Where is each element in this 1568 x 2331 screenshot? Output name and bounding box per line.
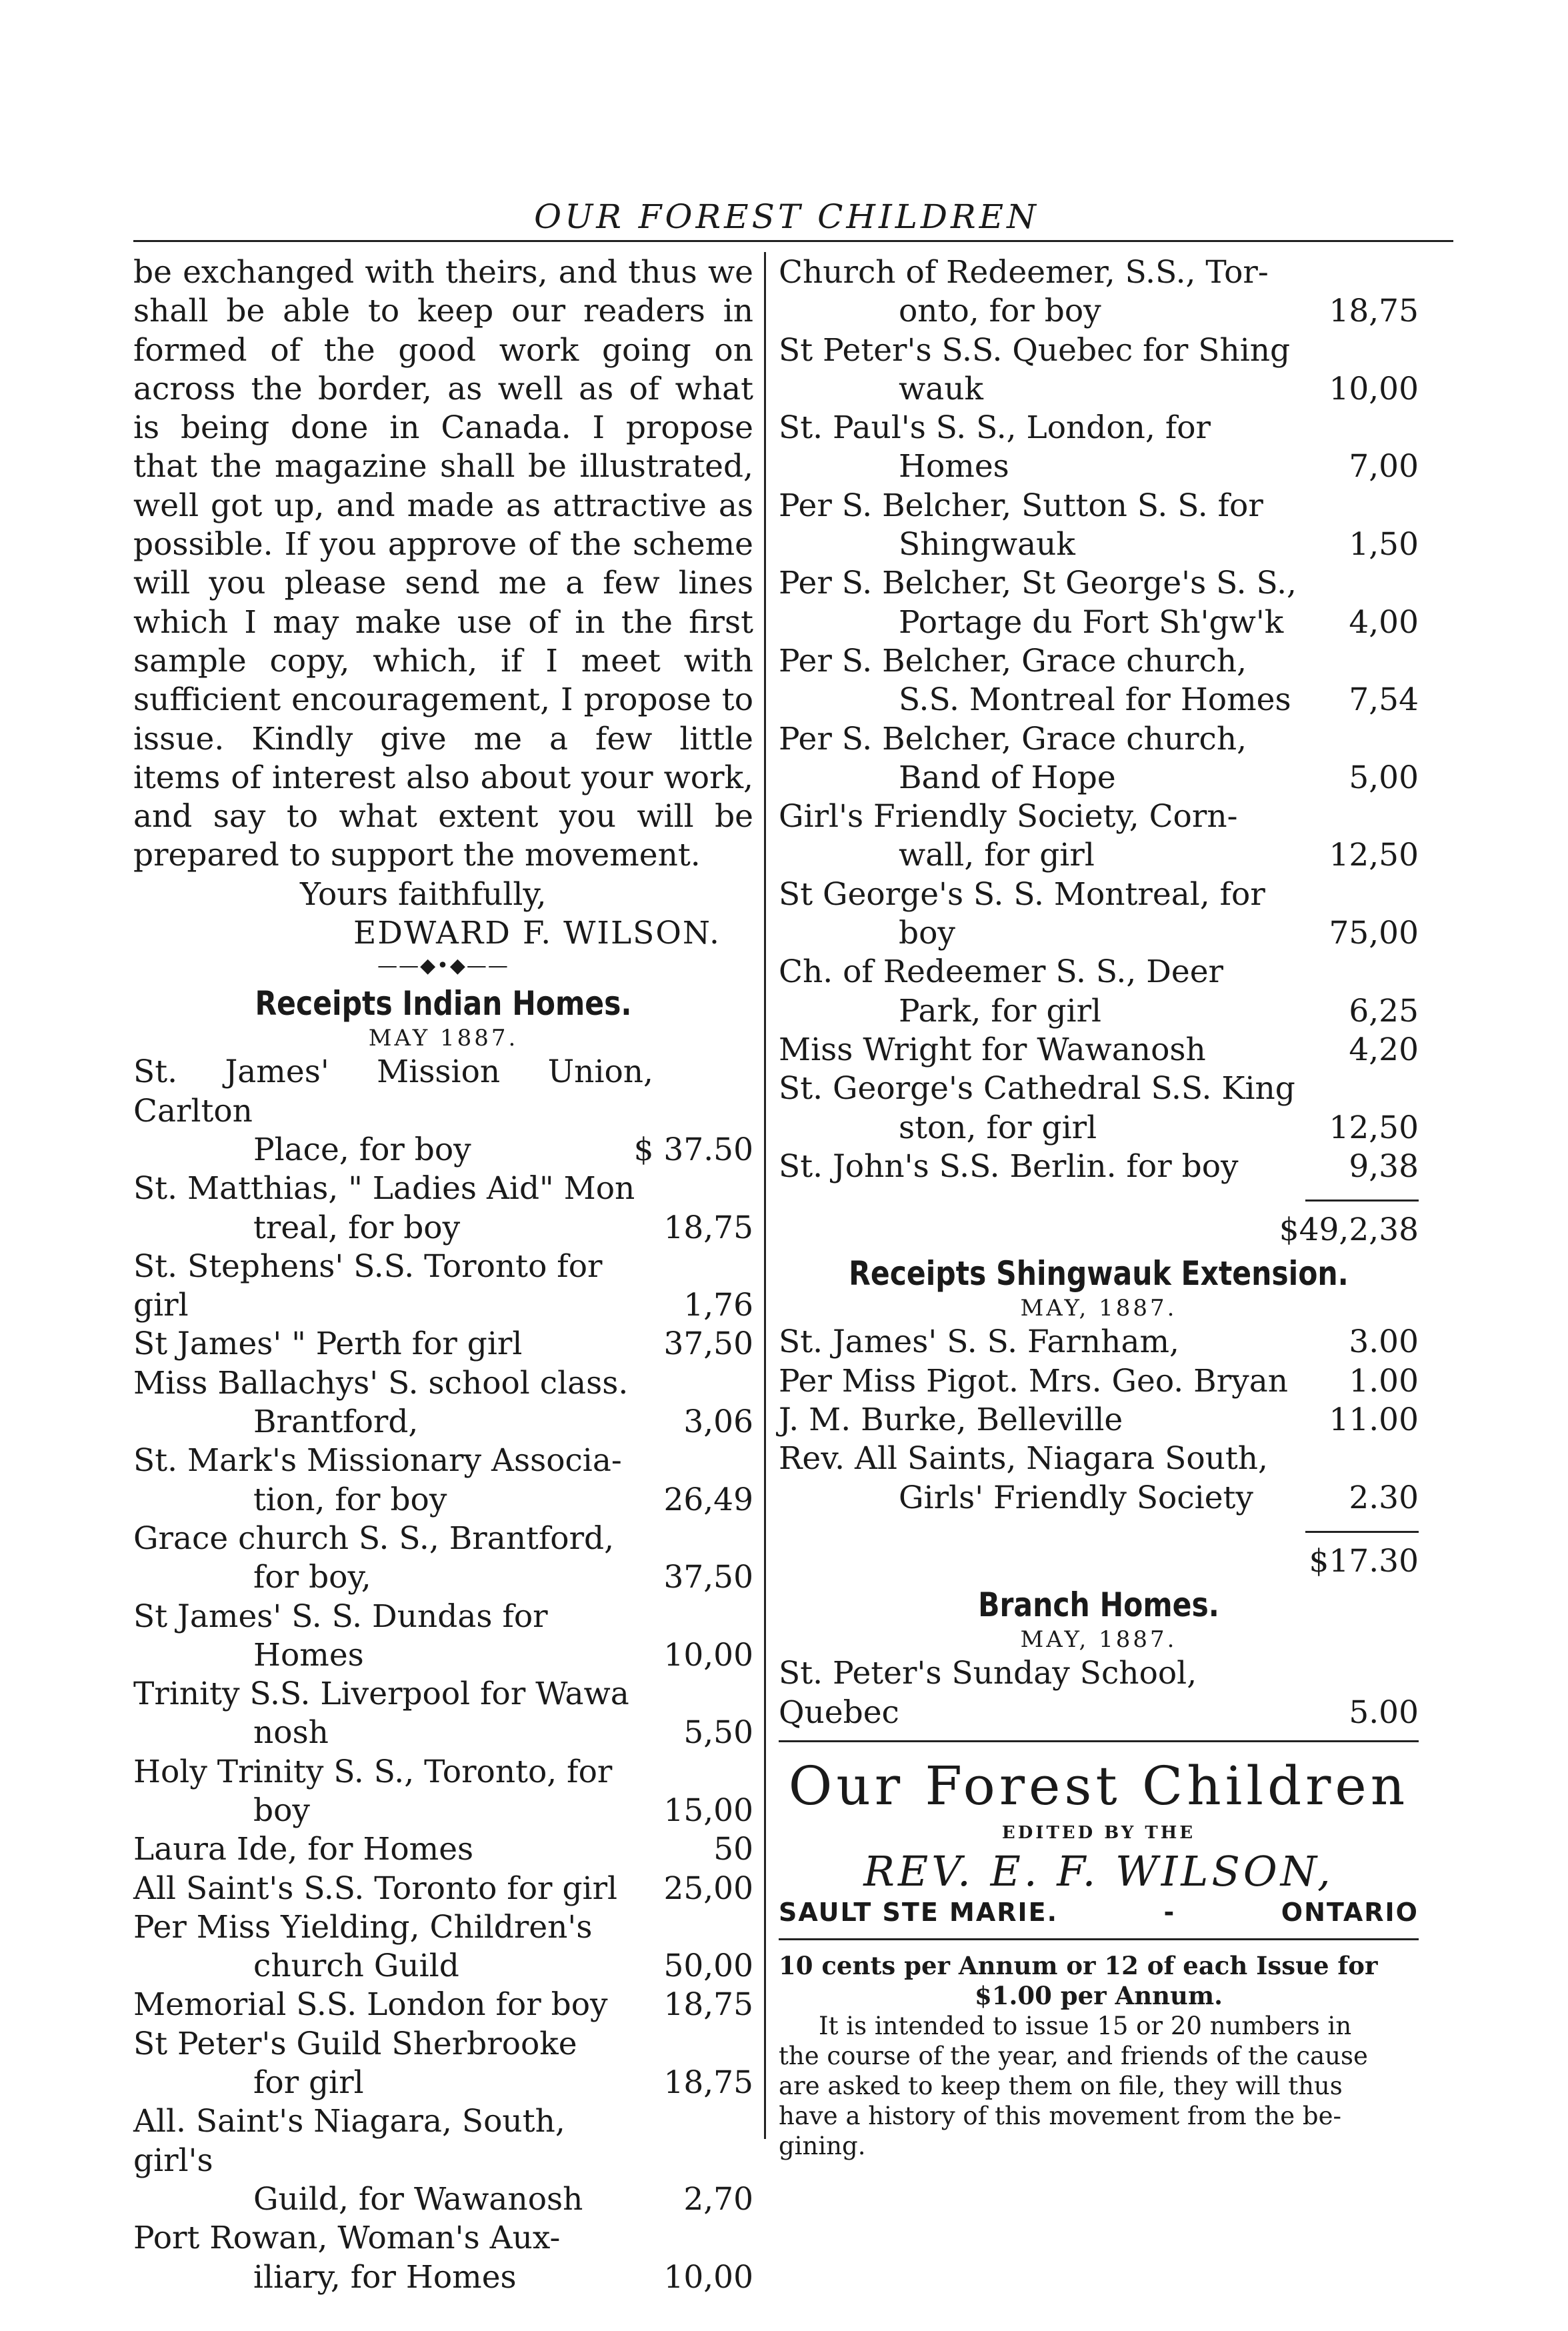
entry-text: Portage du Fort Sh'gw'k xyxy=(899,603,1284,641)
entry-text: Girl's Friendly Society, Corn- xyxy=(779,798,1238,835)
shingwauk-list xyxy=(779,1323,1419,1517)
receipt-entry xyxy=(779,797,1419,875)
entry-text: St. Stephens' S.S. Toronto for girl xyxy=(133,1248,603,1324)
entry-text: All. Saint's Niagara, South, girl's xyxy=(133,2103,565,2179)
entry-text: Homes xyxy=(253,1636,364,1674)
entry-text: Guild, for Wawanosh xyxy=(253,2180,583,2218)
receipt-entry xyxy=(779,953,1419,1031)
receipt-entry xyxy=(133,1170,753,1248)
letter-closing: Yours faithfully, xyxy=(300,875,547,913)
entry-text: wall, for girl xyxy=(899,837,1095,874)
entry-text: Per S. Belcher, Grace church, xyxy=(779,720,1247,757)
entry-text: St Peter's Guild Sherbrooke xyxy=(133,2025,577,2062)
entry-amount: 5,50 xyxy=(683,1714,753,1752)
entry-amount: 3.00 xyxy=(1349,1324,1419,1361)
entry-text: St. John's S.S. Berlin. for boy xyxy=(779,1147,1239,1185)
letter-line: well got up, and made as attractive as xyxy=(133,487,753,524)
note-line: have a history of this movement from the be- xyxy=(779,2101,1341,2130)
publication-note xyxy=(779,1951,1419,2161)
total-rule xyxy=(1305,1200,1419,1202)
entry-text: ston, for girl xyxy=(899,1109,1097,1146)
column-divider xyxy=(764,252,766,2139)
letter-line: sufficient encouragement, I propose to xyxy=(133,681,753,719)
shingwauk-date: MAY, 1887. xyxy=(1020,1295,1177,1322)
entry-amount: 18,75 xyxy=(663,1209,753,1246)
letter-line: and say to what extent you will be xyxy=(133,798,753,835)
entry-text: Per Miss Yielding, Children's xyxy=(133,1908,593,1946)
entry-text: Holy Trinity S. S., Toronto, for xyxy=(133,1753,613,1790)
note-line: It is intended to issue 15 or 20 numbers in xyxy=(819,2011,1352,2040)
receipt-entry xyxy=(779,409,1419,487)
receipt-entry xyxy=(779,1401,1419,1440)
entry-amount: 10,00 xyxy=(1329,370,1419,407)
entry-text: Grace church S. S., Brantford, xyxy=(133,1520,615,1557)
letter-line: issue. Kindly give me a few little xyxy=(133,720,753,757)
entry-amount: 4,00 xyxy=(1349,603,1419,641)
indian-homes-cont-list xyxy=(779,253,1419,1186)
entry-text: Per S. Belcher, Sutton S. S. for xyxy=(779,487,1263,524)
total-rule xyxy=(1305,1531,1419,1533)
entry-amount: 9,38 xyxy=(1349,1147,1419,1185)
entry-text: St. James' S. S. Farnham, xyxy=(779,1324,1179,1361)
receipt-entry xyxy=(779,487,1419,565)
entry-text: St James' S. S. Dundas for xyxy=(133,1598,548,1635)
entry-amount: 37,50 xyxy=(663,1559,753,1596)
receipt-entry xyxy=(779,1147,1419,1186)
shingwauk-title: Receipts Shingwauk Extension. xyxy=(849,1254,1349,1294)
entry-text: Laura Ide, for Homes xyxy=(133,1831,474,1868)
entry-text: Rev. All Saints, Niagara South, xyxy=(779,1440,1268,1478)
receipt-entry xyxy=(133,1908,753,1986)
letter-line: items of interest also about your work, xyxy=(133,759,753,796)
indian-homes-list xyxy=(133,1053,753,2297)
receipt-entry xyxy=(133,1442,753,1520)
section-ornament: ——◆•◆—— xyxy=(377,954,509,978)
letter-line: possible. If you approve of the scheme xyxy=(133,526,753,563)
entry-amount: 15,00 xyxy=(663,1792,753,1829)
entry-text: S.S. Montreal for Homes xyxy=(899,681,1291,719)
publication-editor: REV. E. F. WILSON, xyxy=(863,1846,1334,1896)
entry-text: St Peter's S.S. Quebec for Shing xyxy=(779,331,1291,369)
shingwauk-total: $17.30 xyxy=(1309,1542,1419,1580)
entry-text: Per Miss Pigot. Mrs. Geo. Bryan xyxy=(779,1362,1289,1400)
entry-text: iliary, for Homes xyxy=(253,2258,517,2296)
entry-text: St George's S. S. Montreal, for xyxy=(779,875,1265,913)
letter-line: prepared to support the movement. xyxy=(133,837,701,874)
entry-amount: 26,49 xyxy=(663,1481,753,1518)
price-line: 10 cents per Annum or 12 of each Issue for xyxy=(779,1950,1378,1980)
entry-amount: 1.00 xyxy=(1349,1362,1419,1400)
entry-text: Miss Wright for Wawanosh xyxy=(779,1031,1206,1068)
receipt-entry xyxy=(133,2219,753,2297)
entry-amount: 4,20 xyxy=(1349,1031,1419,1068)
entry-amount: 11.00 xyxy=(1329,1402,1419,1439)
entry-amount: 37,50 xyxy=(663,1326,753,1363)
entry-text: Per S. Belcher, Grace church, xyxy=(779,642,1247,679)
entry-amount: 2,70 xyxy=(683,2180,753,2218)
publication-city: SAULT STE MARIE. xyxy=(779,1897,1059,1927)
publication-province: ONTARIO xyxy=(1281,1897,1419,1927)
receipt-entry xyxy=(133,1131,753,1170)
letter-signature: EDWARD F. WILSON. xyxy=(353,915,721,952)
entry-text: St James' " Perth for girl xyxy=(133,1326,523,1363)
branch-homes-title: Branch Homes. xyxy=(978,1586,1219,1625)
publication-rule xyxy=(779,1740,1419,1742)
entry-text: St. Peter's Sunday School, Quebec xyxy=(779,1655,1197,1731)
receipt-entry xyxy=(133,1364,753,1442)
entry-text: for boy, xyxy=(253,1559,371,1596)
receipt-entry xyxy=(133,1325,753,1364)
letter-line: is being done in Canada. I propose xyxy=(133,409,753,447)
entry-text: St. George's Cathedral S.S. King xyxy=(779,1070,1295,1107)
letter-line: across the border, as well as of what xyxy=(133,370,753,407)
entry-amount: 7,54 xyxy=(1349,681,1419,719)
entry-text: Shingwauk xyxy=(899,526,1075,563)
entry-amount: 12,50 xyxy=(1329,1109,1419,1146)
entry-amount: 10,00 xyxy=(663,1636,753,1674)
entry-text: Homes xyxy=(899,448,1009,485)
publication-dash: - xyxy=(1163,1897,1176,1927)
entry-text: church Guild xyxy=(253,1948,459,1985)
note-line: the course of the year, and friends of the cause xyxy=(779,2041,1368,2070)
receipt-entry xyxy=(133,1753,753,1831)
entry-text: onto, for boy xyxy=(899,293,1101,330)
letter-line: formed of the good work going on xyxy=(133,331,753,369)
entry-text: boy xyxy=(899,915,955,952)
receipt-entry xyxy=(133,1520,753,1598)
entry-text: Girls' Friendly Society xyxy=(899,1479,1253,1516)
entry-text: Miss Ballachys' S. school class. xyxy=(133,1364,629,1402)
publication-inner-rule xyxy=(779,1938,1419,1940)
indian-homes-title: Receipts Indian Homes. xyxy=(255,984,632,1023)
receipt-entry xyxy=(779,331,1419,409)
publication-box xyxy=(779,1754,1419,2161)
note-line: gining. xyxy=(779,2131,866,2160)
entry-amount: 50 xyxy=(713,1831,753,1868)
letter-line: shall be able to keep our readers in xyxy=(133,293,753,330)
entry-amount: 18,75 xyxy=(663,2064,753,2102)
right-column xyxy=(779,253,1419,2161)
entry-amount: 5.00 xyxy=(1349,1694,1419,1731)
receipt-entry xyxy=(779,720,1419,798)
entry-text: tion, for boy xyxy=(253,1481,447,1518)
entry-amount: 6,25 xyxy=(1349,992,1419,1029)
entry-amount: 7,00 xyxy=(1349,448,1419,485)
entry-text: Church of Redeemer, S.S., Tor- xyxy=(779,254,1269,291)
entry-amount: 18,75 xyxy=(663,1986,753,2024)
letter-line: will you please send me a few lines xyxy=(133,565,753,602)
receipt-entry xyxy=(779,642,1419,720)
entry-text: wauk xyxy=(899,370,984,407)
entry-text: Port Rowan, Woman's Aux- xyxy=(133,2220,561,2257)
entry-text: treal, for boy xyxy=(253,1209,461,1246)
entry-amount: $ 37.50 xyxy=(633,1131,753,1168)
receipt-entry xyxy=(779,1654,1419,1732)
receipt-entry xyxy=(779,1323,1419,1362)
entry-amount: 12,50 xyxy=(1329,837,1419,874)
price-line: $1.00 per Annum. xyxy=(975,1980,1223,2010)
entry-amount: 3,06 xyxy=(683,1404,753,1441)
entry-amount: 5,00 xyxy=(1349,759,1419,796)
entry-amount: 2.30 xyxy=(1349,1479,1419,1516)
entry-text: Trinity S.S. Liverpool for Wawa xyxy=(133,1676,629,1713)
receipt-entry xyxy=(779,875,1419,953)
publication-title: Our Forest Children xyxy=(788,1754,1409,1817)
receipt-entry xyxy=(133,2025,753,2103)
receipt-entry xyxy=(133,1675,753,1753)
entry-text: Per S. Belcher, St George's S. S., xyxy=(779,565,1297,602)
entry-text: boy xyxy=(253,1792,310,1829)
letter-line: that the magazine shall be illustrated, xyxy=(133,448,753,485)
entry-amount: 10,00 xyxy=(663,2258,753,2296)
letter-line: sample copy, which, if I meet with xyxy=(133,642,753,679)
entry-text: Memorial S.S. London for boy xyxy=(133,1986,608,2024)
letter-line: be exchanged with theirs, and thus we xyxy=(133,254,753,291)
left-column xyxy=(133,253,753,2297)
entry-text: Brantford, xyxy=(253,1404,419,1441)
entry-text: Park, for girl xyxy=(899,992,1102,1029)
receipt-entry xyxy=(779,253,1419,331)
receipt-entry xyxy=(779,1069,1419,1147)
entry-text: Ch. of Redeemer S. S., Deer xyxy=(779,953,1223,991)
receipt-entry xyxy=(133,1986,753,2024)
receipt-entry xyxy=(133,1830,753,1869)
receipt-entry xyxy=(133,1248,753,1326)
entry-text: St. Mark's Missionary Associa- xyxy=(133,1442,622,1480)
entry-amount: 75,00 xyxy=(1329,915,1419,952)
entry-text: for girl xyxy=(253,2064,364,2102)
entry-text: Band of Hope xyxy=(899,759,1116,796)
note-line: are asked to keep them on file, they will thus xyxy=(779,2071,1343,2100)
entry-amount: 1,76 xyxy=(683,1287,753,1324)
receipt-entry xyxy=(133,1053,753,1131)
entry-text: St. Paul's S. S., London, for xyxy=(779,409,1211,447)
entry-text: St. James' Mission Union, Carlton xyxy=(133,1053,653,1129)
header-rule xyxy=(133,240,1453,242)
entry-amount: 25,00 xyxy=(663,1870,753,1907)
receipt-entry xyxy=(133,1870,753,1908)
entry-text: St. Matthias, " Ladies Aid" Mon xyxy=(133,1170,635,1208)
receipt-entry xyxy=(133,1598,753,1676)
letter-line: which I may make use of in the first xyxy=(133,603,753,641)
entry-text: All Saint's S.S. Toronto for girl xyxy=(133,1870,618,1907)
page-header: OUR FOREST CHILDREN xyxy=(534,197,1039,236)
entry-text: Place, for boy xyxy=(253,1131,471,1168)
branch-homes-date: MAY, 1887. xyxy=(1020,1626,1177,1654)
entry-text: J. M. Burke, Belleville xyxy=(779,1402,1123,1439)
receipt-entry xyxy=(779,1362,1419,1401)
indian-homes-date: MAY 1887. xyxy=(368,1025,519,1052)
entry-text: nosh xyxy=(253,1714,329,1752)
entry-amount: 1,50 xyxy=(1349,526,1419,563)
publication-location xyxy=(779,1896,1419,1929)
indian-homes-total: $49,2,38 xyxy=(1279,1212,1419,1249)
receipt-entry xyxy=(133,2102,753,2219)
receipt-entry xyxy=(779,564,1419,642)
entry-amount: 50,00 xyxy=(663,1948,753,1985)
letter-body xyxy=(133,253,753,875)
publication-edited-by: EDITED BY THE xyxy=(1001,1822,1196,1843)
entry-amount: 18,75 xyxy=(1329,293,1419,330)
receipt-entry xyxy=(779,1031,1419,1069)
receipt-entry xyxy=(779,1440,1419,1518)
